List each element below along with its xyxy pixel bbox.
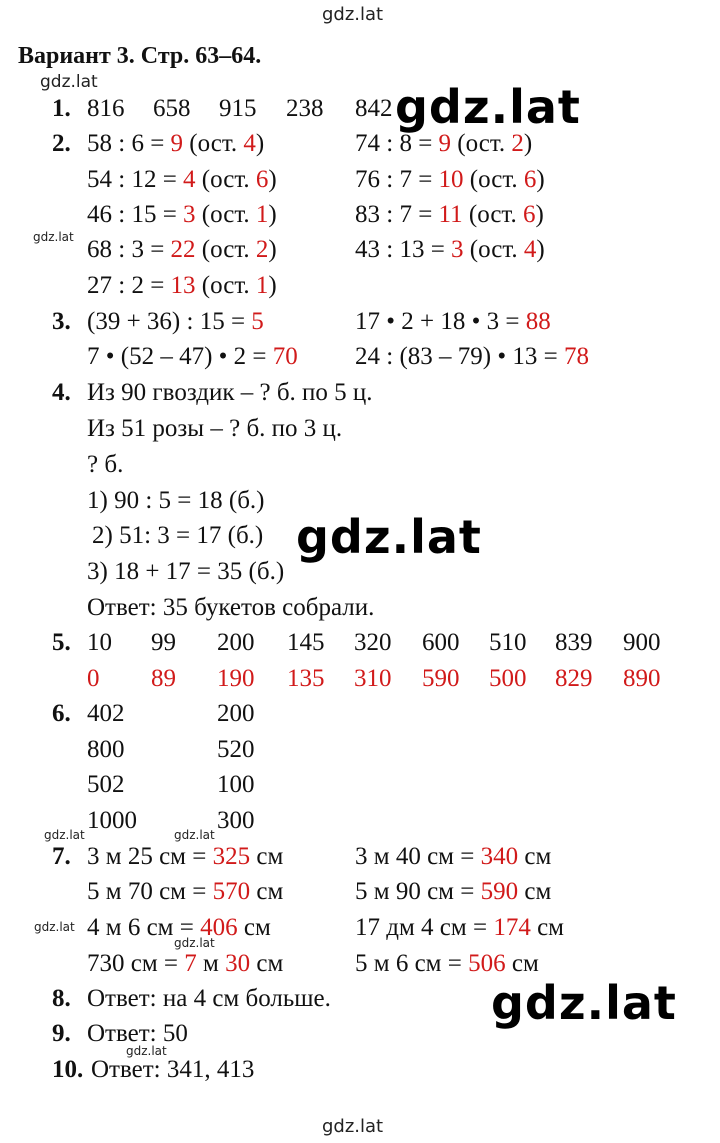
task6-value: 200 <box>217 700 255 727</box>
quotient: 4 <box>183 166 196 193</box>
task5-answer: 0 <box>87 665 100 692</box>
solution-step: 3) 18 + 17 = 35 (б.) <box>87 558 285 585</box>
answer: 506 <box>468 950 506 977</box>
expression: 58 : 6 = <box>87 130 171 157</box>
watermark-tiny: gdz.lat <box>174 828 215 842</box>
task5-answer: 310 <box>354 665 392 692</box>
task5-answer: 829 <box>555 665 593 692</box>
watermark-tiny: gdz.lat <box>126 1044 167 1058</box>
conversion-row: 5 м 90 см = 590 см <box>355 878 552 905</box>
expression: 27 : 2 = <box>87 272 171 299</box>
division-row: 68 : 3 = 22 (ост. 2) <box>87 236 277 263</box>
division-row: 83 : 7 = 11 (ост. 6) <box>355 201 544 228</box>
quotient: 22 <box>170 236 196 263</box>
answer: 340 <box>480 843 519 870</box>
task5-answer: 890 <box>623 665 661 692</box>
answer-line: Ответ: 35 букетов собрали. <box>87 594 375 621</box>
task1-value: 816 <box>87 95 125 122</box>
quotient: 9 <box>438 130 452 157</box>
task1-value: 238 <box>286 95 324 122</box>
expression-row: 17 • 2 + 18 • 3 = 88 <box>355 308 551 335</box>
answer: 570 <box>212 878 251 905</box>
task-number: 9. <box>52 1020 71 1047</box>
watermark-tiny: gdz.lat <box>33 230 74 244</box>
remainder-label: (ост. <box>195 236 256 263</box>
conversion-row: 17 дм 4 см = 174 см <box>355 914 564 941</box>
expression: 76 : 7 = <box>355 166 439 193</box>
task6-value: 502 <box>87 771 125 798</box>
answer: 88 <box>525 308 551 335</box>
watermark-large: gdz.lat <box>296 510 482 564</box>
answer: 78 <box>563 343 589 370</box>
watermark-tiny: gdz.lat <box>174 936 215 950</box>
remainder-label: (ост. <box>463 166 524 193</box>
answer: 5 <box>251 308 264 335</box>
remainder-label: (ост. <box>195 166 256 193</box>
task6-value: 402 <box>87 700 125 727</box>
task5-answer: 590 <box>422 665 460 692</box>
remainder: 1 <box>255 272 269 299</box>
quotient: 3 <box>451 236 464 263</box>
watermark-bottom: gdz.lat <box>322 1116 384 1137</box>
remainder: 1 <box>255 201 269 228</box>
division-row: 76 : 7 = 10 (ост. 6) <box>355 166 545 193</box>
task-number: 7. <box>52 843 71 870</box>
answer: 30 <box>225 950 251 977</box>
answer-line: Ответ: 50 <box>87 1020 188 1047</box>
quotient: 3 <box>183 201 196 228</box>
watermark-small: gdz.lat <box>40 72 98 92</box>
task5-answer: 89 <box>151 665 176 692</box>
task5-value: 510 <box>489 629 527 656</box>
watermark-large: gdz.lat <box>395 80 581 134</box>
task6-value: 800 <box>87 736 125 763</box>
expression: 54 : 12 = <box>87 166 184 193</box>
conversion-row: 3 м 40 см = 340 см <box>355 843 552 870</box>
answer: 590 <box>480 878 519 905</box>
task-number: 10. <box>52 1056 84 1083</box>
expression: 68 : 3 = <box>87 236 171 263</box>
expression: 43 : 13 = <box>355 236 452 263</box>
task-number: 1. <box>52 95 71 122</box>
expression: 74 : 8 = <box>355 130 439 157</box>
conversion-row: 5 м 6 см = 506 см <box>355 950 539 977</box>
answer-line: Ответ: на 4 см больше. <box>87 985 331 1012</box>
conversion-row: 3 м 25 см = 325 см <box>87 843 284 870</box>
watermark-tiny: gdz.lat <box>34 920 75 934</box>
division-row: 54 : 12 = 4 (ост. 6) <box>87 166 277 193</box>
remainder-label: (ост. <box>463 236 524 263</box>
expression-row: 24 : (83 – 79) • 13 = 78 <box>355 343 589 370</box>
problem-line: ? б. <box>87 451 124 478</box>
division-row: 46 : 15 = 3 (ост. 1) <box>87 201 277 228</box>
solution-step: 2) 51: 3 = 17 (б.) <box>92 522 264 549</box>
task5-value: 200 <box>217 629 255 656</box>
task1-value: 915 <box>219 95 257 122</box>
task-number: 8. <box>52 985 71 1012</box>
task-number: 4. <box>52 379 71 406</box>
division-row: 58 : 6 = 9 (ост. 4) <box>87 130 265 157</box>
task5-value: 145 <box>287 629 325 656</box>
watermark-tiny: gdz.lat <box>44 828 85 842</box>
task5-value: 320 <box>354 629 392 656</box>
task5-value: 600 <box>422 629 460 656</box>
task-number: 5. <box>52 629 71 656</box>
solution-step: 1) 90 : 5 = 18 (б.) <box>87 487 265 514</box>
task5-value: 99 <box>151 629 176 656</box>
task6-value: 1000 <box>87 807 137 834</box>
task5-answer: 135 <box>287 665 325 692</box>
task5-value: 900 <box>623 629 661 656</box>
remainder-label: (ост. <box>183 130 244 157</box>
task6-value: 100 <box>217 771 255 798</box>
watermark-large: gdz.lat <box>491 976 677 1030</box>
answer-line: Ответ: 341, 413 <box>91 1056 255 1083</box>
remainder-label: (ост. <box>195 201 256 228</box>
remainder: 6 <box>522 201 536 228</box>
remainder: 4 <box>243 130 256 157</box>
answer: 406 <box>200 914 238 941</box>
task-number: 3. <box>52 308 71 335</box>
remainder-label: (ост. <box>451 130 512 157</box>
task-number: 2. <box>52 130 71 157</box>
expression-row: (39 + 36) : 15 = 5 <box>87 308 264 335</box>
task6-value: 300 <box>217 807 255 834</box>
division-row: 43 : 13 = 3 (ост. 4) <box>355 236 545 263</box>
remainder-label: (ост. <box>195 272 256 299</box>
task5-value: 10 <box>87 629 112 656</box>
quotient: 11 <box>438 201 463 228</box>
remainder: 6 <box>523 166 537 193</box>
remainder: 4 <box>523 236 537 263</box>
answer: 325 <box>212 843 251 870</box>
conversion-row: 730 см = 7 м 30 см <box>87 950 284 977</box>
answer: 174 <box>493 914 531 941</box>
answer: 70 <box>272 343 298 370</box>
problem-line: Из 51 розы – ? б. по 3 ц. <box>87 415 343 442</box>
expression: 46 : 15 = <box>87 201 184 228</box>
task6-value: 520 <box>217 736 255 763</box>
remainder: 6 <box>255 166 269 193</box>
task5-answer: 500 <box>489 665 527 692</box>
remainder: 2 <box>511 130 524 157</box>
division-row: 27 : 2 = 13 (ост. 1) <box>87 272 277 299</box>
task1-value: 842 <box>355 95 393 122</box>
remainder-label: (ост. <box>462 201 523 228</box>
task1-value: 658 <box>153 95 191 122</box>
division-row: 74 : 8 = 9 (ост. 2) <box>355 130 533 157</box>
conversion-row: 4 м 6 см = 406 см <box>87 914 271 941</box>
problem-line: Из 90 гвоздик – ? б. по 5 ц. <box>87 379 373 406</box>
quotient: 10 <box>438 166 464 193</box>
quotient: 9 <box>170 130 184 157</box>
task5-answer: 190 <box>217 665 255 692</box>
answer: 7 <box>184 950 197 977</box>
task5-value: 839 <box>555 629 593 656</box>
remainder: 2 <box>255 236 269 263</box>
watermark-top: gdz.lat <box>322 4 384 25</box>
expression-row: 7 • (52 – 47) • 2 = 70 <box>87 343 298 370</box>
page-title: Вариант 3. Стр. 63–64. <box>18 43 262 69</box>
expression: 83 : 7 = <box>355 201 439 228</box>
quotient: 13 <box>170 272 196 299</box>
conversion-row: 5 м 70 см = 570 см <box>87 878 284 905</box>
task-number: 6. <box>52 700 71 727</box>
